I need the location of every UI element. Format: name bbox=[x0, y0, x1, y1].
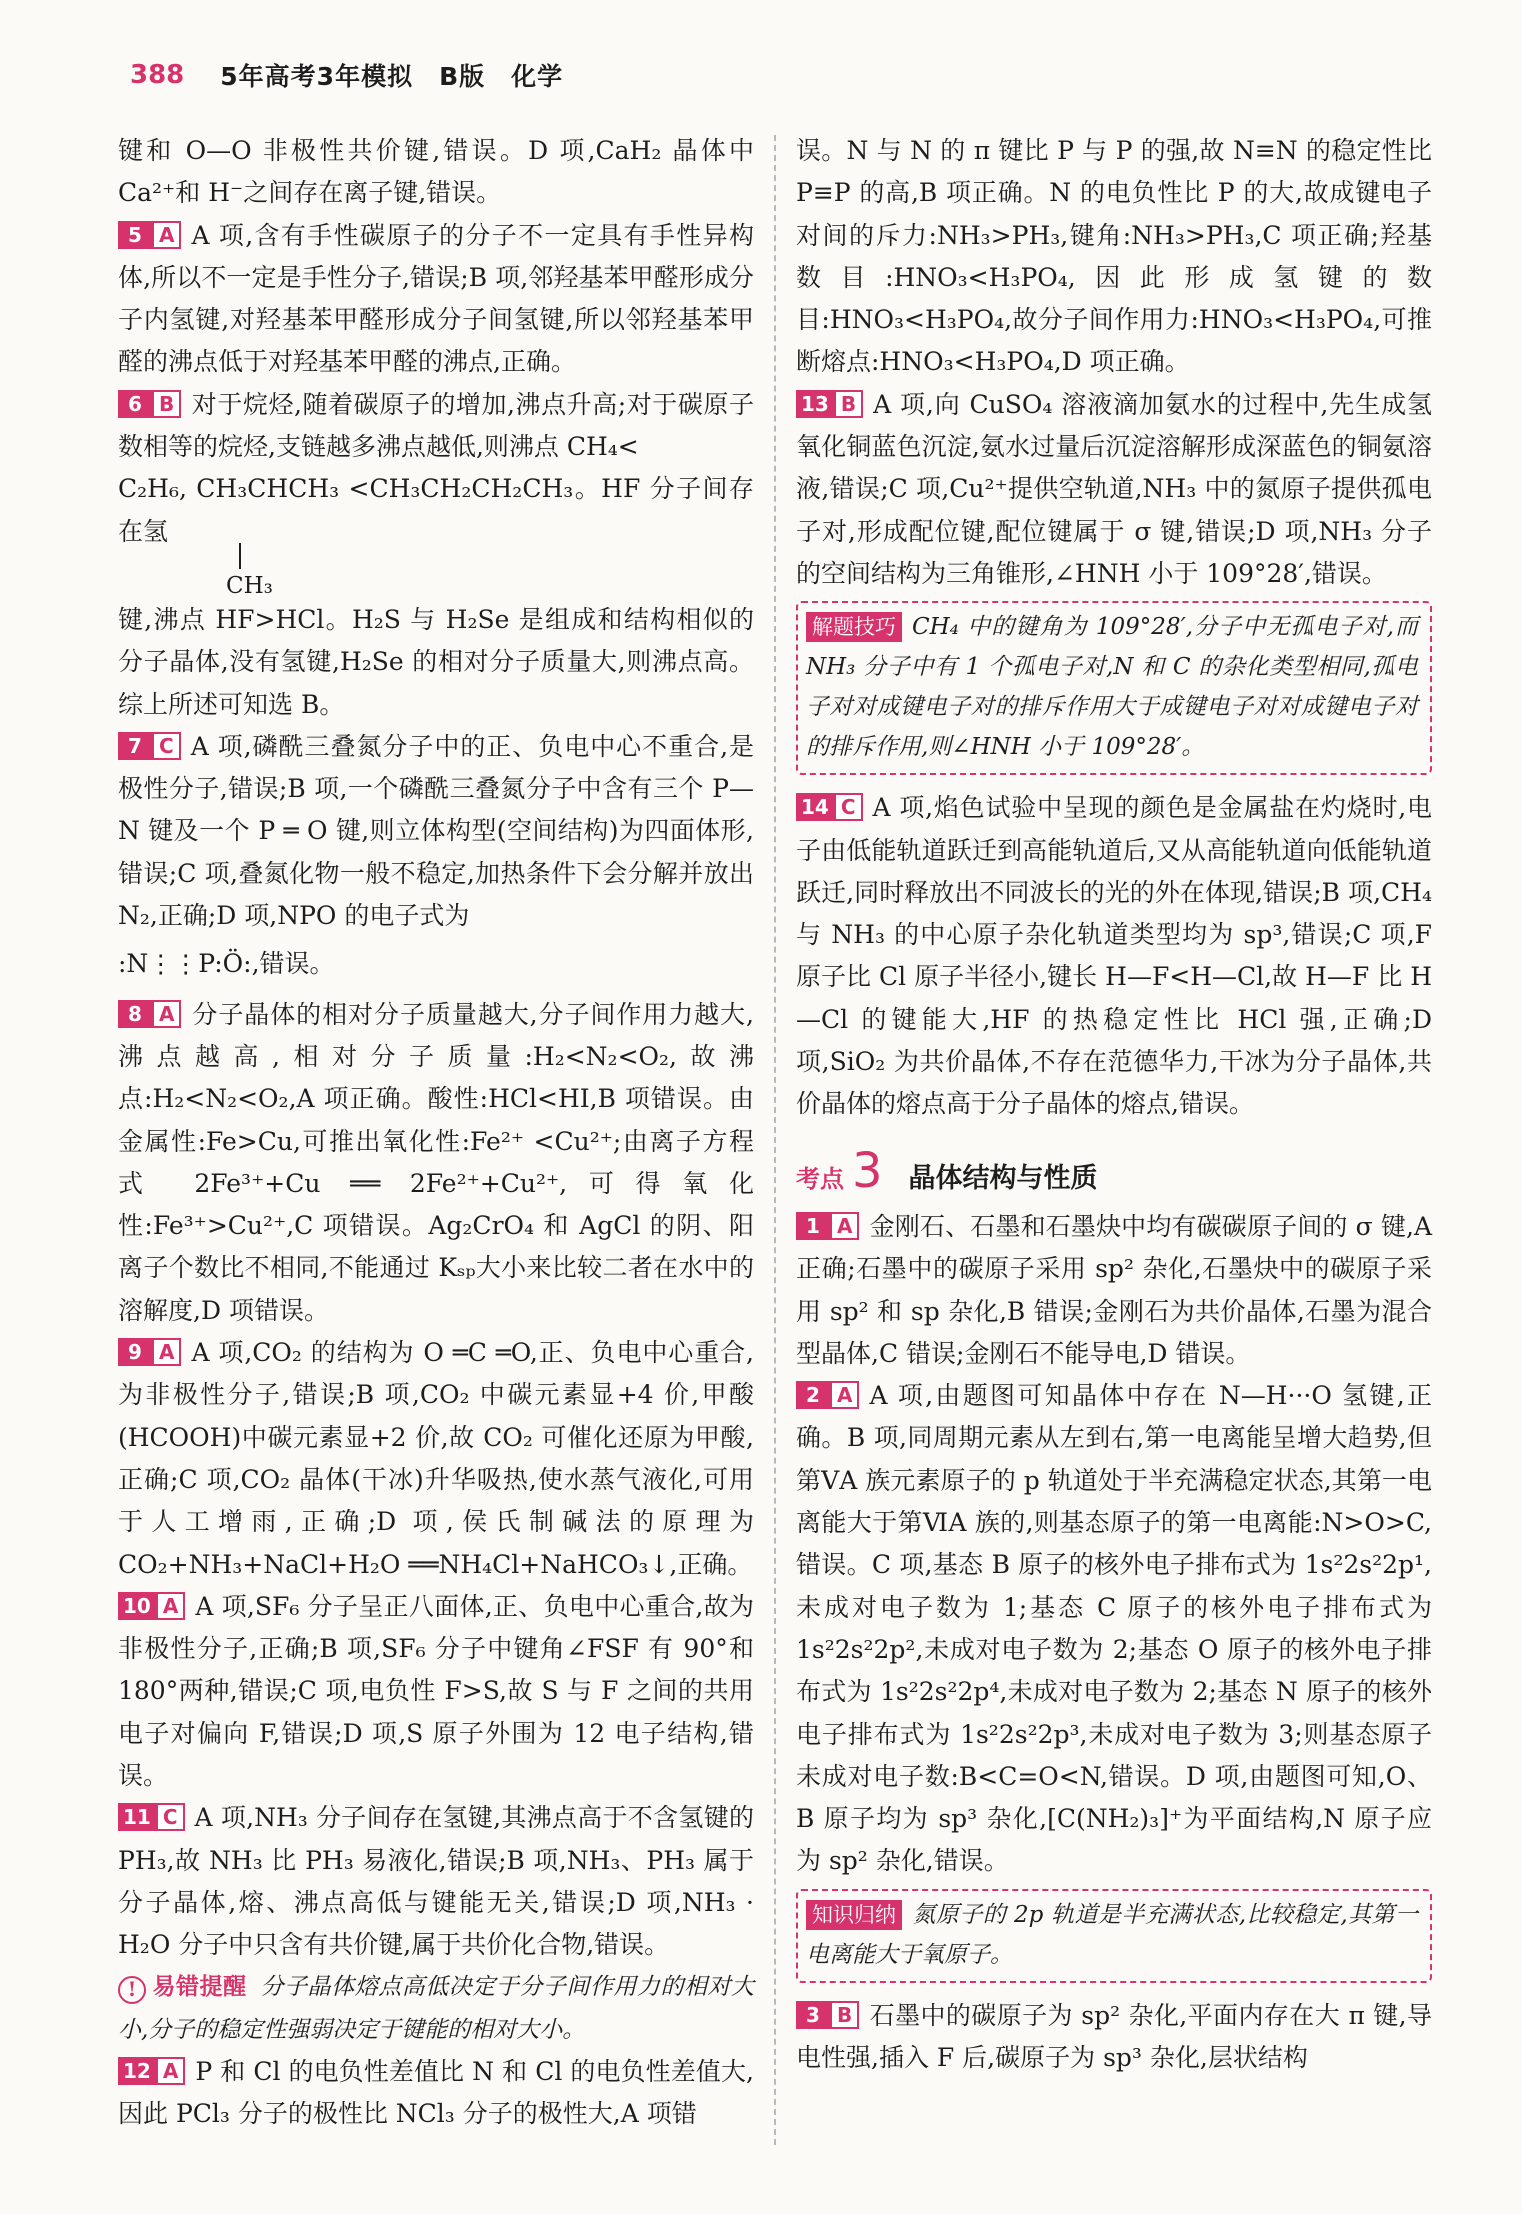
book-title: 5年高考3年模拟 B版 化学 bbox=[220, 62, 564, 91]
answer-tag: 11 C bbox=[118, 1803, 185, 1831]
paragraph: 键和 O—O 非极性共价键,错误。D 项,CaH₂ 晶体中 Ca²⁺和 H⁻之间存在离子键,错误。 bbox=[118, 136, 754, 208]
answer-tag: 5 A bbox=[118, 221, 181, 249]
answer-10: 10 A A 项,SF₆ 分子呈正八面体,正、负电中心重合,故为非极性分子,正确;B 项,SF₆ 分子中键角∠FSF 有 90°和 180°两种,错误;C 项,电负性 F>S,故 S 与 F 之间的共用电子对偏向 F,错误;D 项,S 原子外围为 12 电子结构,错误。 bbox=[118, 1591, 754, 1790]
answer-tag: 10 A bbox=[118, 1592, 185, 1620]
warning-icon: ! bbox=[118, 1976, 146, 2004]
answer-tag: 3 B bbox=[796, 2001, 859, 2029]
tip-label: 解题技巧 bbox=[806, 612, 902, 642]
answer-tag: 13 B bbox=[796, 390, 863, 418]
answer-tag: 14 C bbox=[796, 793, 863, 821]
answer-5: 5 A A 项,含有手性碳原子的分子不一定具有手性异构体,所以不一定是手性分子,错误;B 项,邻羟基苯甲醛形成分子内氢键,对羟基苯甲醛形成分子间氢键,所以邻羟基苯甲醛的沸点低于对羟基苯甲醛的沸点,正确。 bbox=[118, 220, 754, 377]
left-column bbox=[118, 130, 754, 2136]
answer-tag: 2 A bbox=[796, 1381, 859, 1409]
electron-formula: :N⋮⋮P:Ö:,错误。 bbox=[118, 949, 335, 979]
reminder-label: 易错提醒 bbox=[152, 1974, 247, 2001]
answer-tag: 8 A bbox=[118, 1000, 181, 1028]
paragraph: 误。N 与 N 的 π 键比 P 与 P 的强,故 N≡N 的稳定性比 P≡P 的高,B 项正确。N 的电负性比 P 的大,故成键电子对间的斥力:NH₃>PH₃,键角:NH₃>PH₃,C 项正确;羟基数目:HNO₃<H₃PO₄,因此形成氢键的数目:HNO₃<H₃PO₄,故分子间作用力:HNO₃<H₃PO₄,可推断熔点:HNO₃<H₃PO₄,D 项正确。 bbox=[796, 136, 1432, 377]
page-header bbox=[130, 50, 563, 100]
answer-tag: 1 A bbox=[796, 1212, 859, 1240]
answer-s2: 2 A A 项,由题图可知晶体中存在 N—H···O 氢键,正确。B 项,同周期元素从左到右,第一电离能呈增大趋势,但第ⅤA 族元素原子的 p 轨道处于半充满稳定状态,其第一电离能大于第ⅥA 族的,则基态原子的第一电离能:N>O>C,错误。C 项,基态 B 原子的核外电子排布式为 1s²2s²2p¹,未成对电子数为 1;基态 C 原子的核外电子排布式为 1s²2s²2p²,未成对电子数为 2;基态 O 原子的核外电子排布式为 1s²2s²2p⁴,未成对电子数为 2;基态 N 原子的核外电子排布式为 1s²2s²2p³,未成对电子数为 3;则基态原子未成对电子数:B<C=O<N,错误。D 项,由题图可知,O、B 原子均为 sp³ 杂化,[C(NH₂)₃]⁺为平面结构,N 原子应为 sp² 杂化,错误。 bbox=[796, 1381, 1432, 1876]
answer-13: 13 B A 项,向 CuSO₄ 溶液滴加氨水的过程中,先生成氢氧化铜蓝色沉淀,氨水过量后沉淀溶解形成深蓝色的铜氨溶液,错误;C 项,Cu²⁺提供空轨道,NH₃ 中的氮原子提供孤电子对,形成配位键,配位键属于 σ 键,错误;D 项,NH₃ 分子的空间结构为三角锥形,∠HNH 小于 109°28′,错误。 bbox=[796, 389, 1432, 588]
answer-tag: 7 C bbox=[118, 732, 181, 760]
right-column bbox=[796, 130, 1432, 2079]
tip-label: 知识归纳 bbox=[806, 1900, 902, 1930]
paragraph: 键,沸点 HF>HCl。H₂S 与 H₂Se 是组成和结构相似的分子晶体,没有氢键,H₂Se 的相对分子质量大,则沸点高。综上所述可知选 B。 bbox=[118, 604, 754, 719]
tip-box-solving: 解题技巧 CH₄ 中的键角为 109°28′,分子中无孤电子对,而 NH₃ 分子中有 1 个孤电子对,N 和 C 的杂化类型相同,孤电子对对成键电子对的排斥作用大于成键电子对对成键电子对的排斥作用,则∠HNH 小于 109°28′。 bbox=[796, 601, 1432, 775]
answer-11: 11 C A 项,NH₃ 分子间存在氢键,其沸点高于不含氢键的 PH₃,故 NH₃ 比 PH₃ 易液化,错误;B 项,NH₃、PH₃ 属于分子晶体,熔、沸点高低与键能无关,错误;D 项,NH₃ · H₂O 分子中只含有共价键,属于共价化合物,错误。 bbox=[118, 1803, 754, 1960]
answer-7: 7 C A 项,磷酰三叠氮分子中的正、负电中心不重合,是极性分子,错误;B 项,一个磷酰三叠氮分子中含有三个 P—N 键及一个 P ═ O 键,则立体构型(空间结构)为四面体形,错误;C 项,叠氮化物一般不稳定,加热条件下会分解并放出 N₂,正确;D 项,NPO 的电子式为 bbox=[118, 731, 754, 931]
answer-8: 8 A 分子晶体的相对分子质量越大,分子间作用力越大,沸点越高,相对分子质量:H₂<N₂<O₂,故沸点:H₂<N₂<O₂,A 项正确。酸性:HCl<HI,B 项错误。由金属性:Fe>Cu,可推出氧化性:Fe²⁺ <Cu²⁺;由离子方程式 2Fe³⁺+Cu ══ 2Fe²⁺+Cu²⁺,可得氧化性:Fe³⁺>Cu²⁺,C 项错误。Ag₂CrO₄ 和 AgCl 的阴、阳离子个数比不相同,不能通过 Kₛₚ大小来比较二者在水中的溶解度,D 项错误。 bbox=[118, 999, 754, 1325]
answer-6: 6 B 对于烷烃,随着碳原子的增加,沸点升高;对于碳原子数相等的烷烃,支链越多沸点越低,则沸点 CH₄< bbox=[118, 389, 754, 462]
formula-line: C₂H₆, CH₃CHCH₃ <CH₃CH₂CH₂CH₃。HF 分子间存在氢 bbox=[118, 474, 754, 546]
answer-14: 14 C A 项,焰色试验中呈现的颜色是金属盐在灼烧时,电子由低能轨道跃迁到高能轨道后,又从高能轨道向低能轨道跃迁,同时释放出不同波长的光的外在体现,错误;B 项,CH₄ 与 NH₃ 的中心原子杂化轨道类型均为 sp³,错误;C 项,F 原子比 Cl 原子半径小,键长 H—F<H—Cl,故 H—F 比 H—Cl 的键能大,HF 的热稳定性比 HCl 强,正确;D 项,SiO₂ 为共价晶体,不存在范德华力,干冰为分子晶体,共价晶体的熔点高于分子晶体的熔点,错误。 bbox=[796, 793, 1432, 1119]
answer-tag: 9 A bbox=[118, 1338, 181, 1366]
column-divider bbox=[774, 135, 776, 2145]
answer-9: 9 A A 项,CO₂ 的结构为 O ═C ═O,正、负电中心重合,为非极性分子,错误;B 项,CO₂ 中碳元素显+4 价,甲酸(HCOOH)中碳元素显+2 价,故 CO₂ 可催化还原为甲酸,正确;C 项,CO₂ 晶体(干冰)升华吸热,使水蒸气液化,可用于人工增雨,正确;D 项,侯氏制碱法的原理为 CO₂+NH₃+NaCl+H₂O ══NH₄Cl+NaHCO₃↓,正确。 bbox=[118, 1338, 754, 1579]
answer-tag: 12 A bbox=[118, 2057, 185, 2085]
section-heading: 考点 3 晶体结构与性质 bbox=[796, 1142, 1098, 1199]
tip-box-knowledge: 知识归纳 氮原子的 2p 轨道是半充满状态,比较稳定,其第一电离能大于氧原子。 bbox=[796, 1889, 1432, 1983]
answer-tag: 6 B bbox=[118, 390, 181, 418]
page-number: 388 bbox=[130, 60, 185, 90]
answer-12: 12 A P 和 Cl 的电负性差值比 N 和 Cl 的电负性差值大,因此 PCl₃ 分子的极性比 NCl₃ 分子的极性大,A 项错 bbox=[118, 2057, 754, 2129]
answer-s3: 3 B 石墨中的碳原子为 sp² 杂化,平面内存在大 π 键,导电性强,插入 F 后,碳原子为 sp³ 杂化,层状结构 bbox=[796, 2000, 1432, 2072]
methyl-branch: CH₃ bbox=[118, 547, 754, 599]
error-reminder: ! 易错提醒 分子晶体熔点高低决定于分子间作用力的相对大小,分子的稳定性强弱决定于键能的相对大小。 bbox=[118, 1974, 755, 2043]
answer-s1: 1 A 金刚石、石墨和石墨炔中均有碳碳原子间的 σ 键,A 正确;石墨中的碳原子采用 sp² 杂化,石墨炔中的碳原子采用 sp² 和 sp 杂化,B 错误;金刚石为共价晶体,石墨为混合型晶体,C 错误;金刚石不能导电,D 错误。 bbox=[796, 1211, 1432, 1368]
